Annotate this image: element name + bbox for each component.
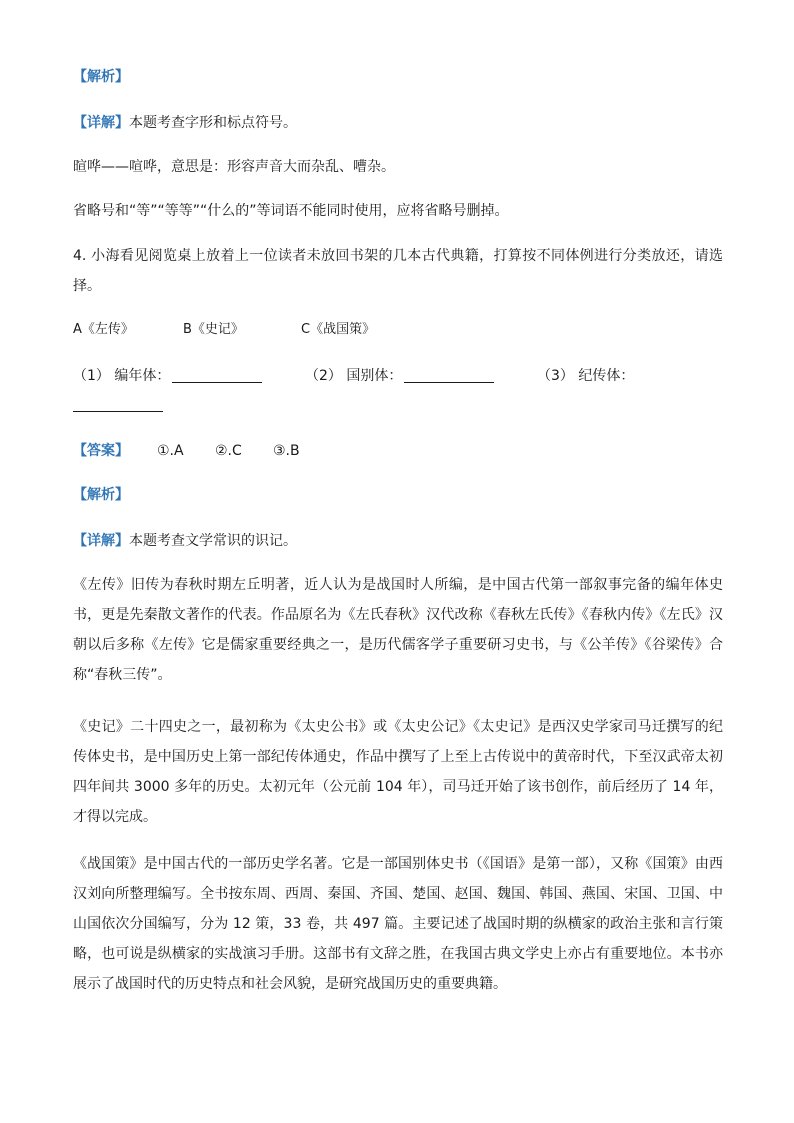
blank-number: （2）: [305, 368, 342, 384]
detail-tag: 【详解】: [73, 115, 129, 131]
blank-number: （3）: [537, 368, 574, 384]
paragraph-zhanguoce: 《战国策》是中国古代的一部历史学名著。它是一部国别体史书（《国语》是第一部），又称《国策》由西汉刘向所整理编写。全书按东周、西周、秦国、齐国、楚国、赵国、魏国、韩国、燕国、宋国、卫国、中山国依次分国编写，分为 12 策，33 卷，共 497 篇。主要记述了战国时期的纵横家的政治主张和言行策略，也可说是纵横家的实战演习手册。这部书有文辞之胜，在我国古典文学史上亦占有重要地位。本书亦展示了战国时代的历史特点和社会风貌，是研究战国历史的重要典籍。: [73, 856, 723, 992]
analysis-heading: [73, 62, 723, 92]
paragraph-shiji: 《史记》二十四史之一，最初称为《太史公书》或《太史公记》《太史记》是西汉史学家司马迁撰写的纪传体史书，是中国历史上第一部纪传体通史，作品中撰写了上至上古传说中的黄帝时代，下至汉武帝太初四年间共 3000 多年的历史。太初元年（公元前 104 年），司马迁开始了该书创作，前后经历了 14 年，才得以完成。: [73, 719, 723, 825]
analysis-tag: 【解析】: [73, 69, 129, 85]
answer-3: ③.B: [273, 443, 300, 459]
options-row: [73, 315, 723, 345]
analysis-heading: [73, 480, 723, 510]
detail-line: [73, 108, 723, 138]
blank-item: [537, 361, 634, 391]
question-stem: 4. 小海看见阅览桌上放着上一位读者未放回书架的几本古代典籍，打算按不同体例进行分类放还，请选择。: [73, 248, 723, 294]
detail-line: [73, 526, 723, 556]
answer-blank[interactable]: [404, 366, 494, 383]
blank-label: 编年体：: [114, 368, 171, 384]
detail-text: 本题考查文学常识的识记。: [129, 533, 297, 549]
answer-blank[interactable]: [172, 366, 262, 383]
answer-2: ②.C: [215, 443, 242, 459]
blank-continuation: [73, 393, 723, 423]
paragraph-zuozhuan: 《左传》旧传为春秋时期左丘明著，近人认为是战国时人所编，是中国古代第一部叙事完备的编年体史书，更是先秦散文著作的代表。作品原名为《左氏春秋》汉代改称《春秋左氏传》《春秋内传》《左氏》汉朝以后多称《左传》它是儒家重要经典之一，是历代儒客学子重要研习史书，与《公羊传》《谷梁传》合称“春秋三传”。: [73, 577, 723, 683]
answer-1: ①.A: [157, 443, 184, 459]
detail-text: 本题考查字形和标点符号。: [129, 115, 297, 131]
answer-line: [73, 436, 723, 466]
explanation-line: 省略号和“等”“等等”“什么的”等词语不能同时使用，应将省略号删掉。: [73, 203, 509, 219]
answer-blank[interactable]: [73, 397, 163, 412]
blank-number: （1）: [73, 368, 110, 384]
answer-tag: 【答案】: [73, 443, 129, 459]
explanation-line: 暄哗——喧哗，意思是：形容声音大而杂乱、嘈杂。: [73, 159, 395, 175]
option-b: B《史记》: [183, 322, 244, 337]
option-c: C《战国策》: [301, 322, 376, 337]
analysis-tag: 【解析】: [73, 487, 129, 503]
detail-tag: 【详解】: [73, 533, 129, 549]
blank-label: 纪传体：: [578, 368, 635, 384]
blank-item: [305, 361, 537, 391]
blank-item: [73, 361, 305, 391]
blank-label: 国别体：: [346, 368, 403, 384]
option-a: A《左传》: [73, 322, 134, 337]
blanks-row: [73, 361, 723, 391]
